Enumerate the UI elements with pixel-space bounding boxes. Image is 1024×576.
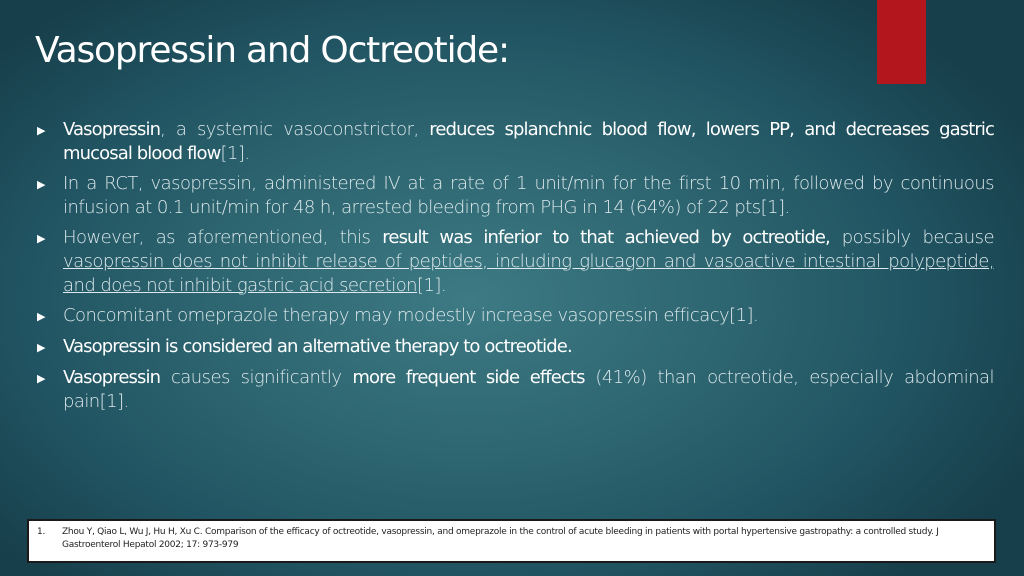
body-text: causes significantly — [160, 367, 353, 388]
body-text: In a RCT, vasopressin, administered IV at a rate of 1 unit/min for the first 10 min, followed by continuous infusion at 0.1 unit/min for 48 h, arrested bleeding from PHG in 14 (64%) of 22 pts[1]. — [63, 173, 994, 218]
bullet-item — [37, 172, 994, 220]
emphasis-text: Vasopressin — [63, 119, 161, 140]
body-text: (41%) than octreotide, especially abdominal pain[1]. — [63, 367, 994, 412]
bullet-item — [37, 304, 994, 329]
reference-number: 1. — [37, 527, 46, 537]
body-text: However, as aforementioned, this — [63, 227, 383, 248]
bullet-text — [63, 226, 994, 298]
emphasis-text: Vasopressin is considered an alternative therapy to octreotide. — [63, 336, 572, 357]
underlined-text: vasopressin does not inhibit release of peptides, including glucagon and vasoactive intestinal polypeptide, and does not inhibit gastric acid secretion — [63, 251, 994, 296]
body-text: [1]. — [417, 275, 447, 296]
bullet-text — [63, 172, 994, 220]
bullet-arrow-icon: ▶ — [37, 310, 46, 323]
bullet-item — [37, 118, 994, 166]
bullet-item — [37, 335, 994, 360]
bullet-text — [63, 335, 994, 359]
bullet-text — [63, 366, 994, 414]
emphasis-text: more frequent side effects — [352, 367, 585, 388]
bullet-text — [63, 304, 994, 328]
accent-bar — [877, 0, 926, 84]
bullet-arrow-icon: ▶ — [37, 372, 46, 385]
body-text: [1]. — [220, 143, 250, 164]
reference-box — [27, 519, 996, 563]
bullet-list — [37, 118, 994, 420]
bullet-arrow-icon: ▶ — [37, 178, 46, 191]
slide-title: Vasopressin and Octreotide: — [35, 30, 509, 71]
bullet-arrow-icon: ▶ — [37, 124, 46, 137]
bullet-item — [37, 366, 994, 414]
body-text: Concomitant omeprazole therapy may modestly increase vasopressin efficacy[1]. — [63, 305, 759, 326]
bullet-arrow-icon: ▶ — [37, 341, 46, 354]
body-text: , a systemic vasoconstrictor, — [160, 119, 430, 140]
body-text: possibly because — [829, 227, 994, 248]
bullet-item — [37, 226, 994, 298]
emphasis-text: reduces splanchnic blood flow, lowers PP, and decreases gastric mucosal blood flow — [63, 119, 994, 164]
emphasis-text: Vasopressin — [63, 367, 161, 388]
bullet-text — [63, 118, 994, 166]
bullet-arrow-icon: ▶ — [37, 232, 46, 245]
reference-text: Zhou Y, Qiao L, Wu J, Hu H, Xu C. Comparison of the efficacy of octreotide, vasopressin, and omeprazole in the control of acute bleeding in patients with portal hypertensive gastropathy: a controlled study. J Gastroenterol Hepatol 2002; 17: 973-979 — [62, 527, 939, 550]
emphasis-text: result was inferior to that achieved by octreotide, — [382, 227, 830, 248]
